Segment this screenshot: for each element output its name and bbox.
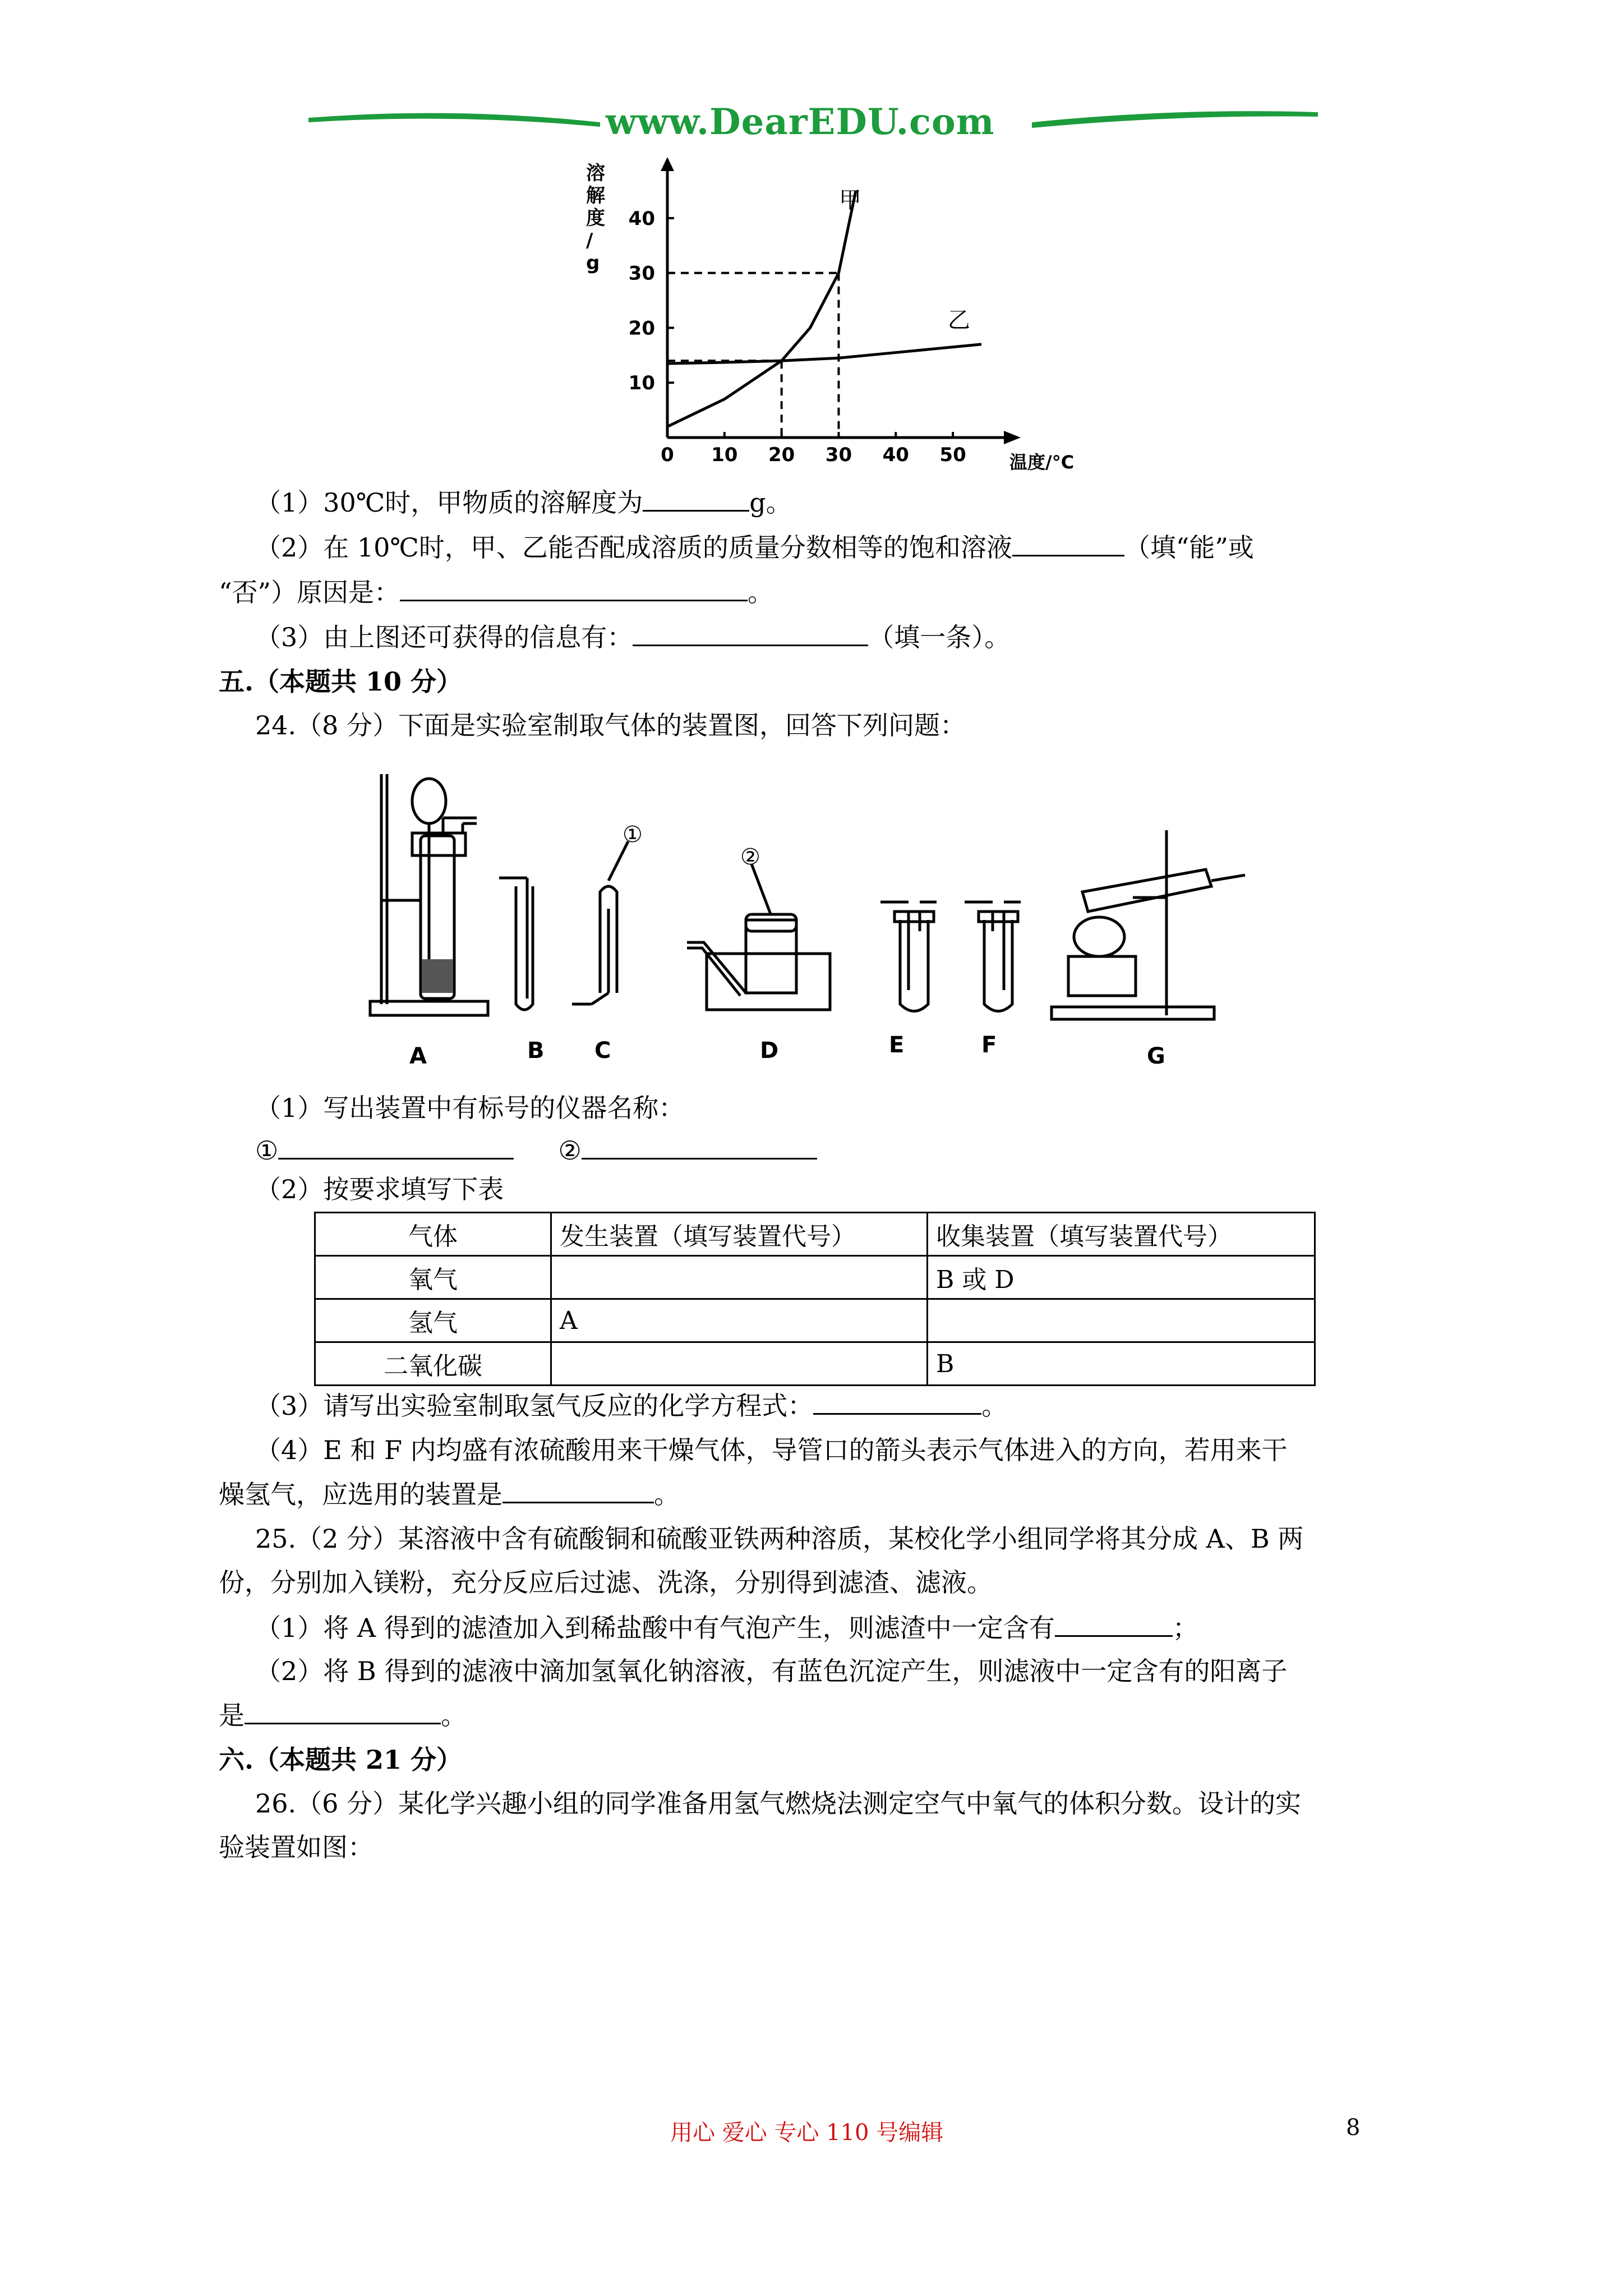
apparatus-c (572, 841, 628, 1004)
q25-line1: 25.（2 分）某溶液中含有硫酸铜和硫酸亚铁两种溶质，某校化学小组同学将其分成 A、B 两 (255, 1524, 1304, 1554)
y-axis-label: 解 (586, 185, 605, 207)
label-a: A (409, 1043, 427, 1069)
y-tick-label: 30 (628, 262, 655, 285)
y-axis-label: 溶 (586, 162, 605, 185)
marker-2-label: ② (558, 1135, 582, 1166)
x-tick-label: 10 (711, 444, 738, 466)
apparatus-g (1052, 830, 1245, 1019)
q25-part1 (255, 1611, 1198, 1645)
series-label: 甲 (839, 187, 861, 213)
site-name[interactable]: www.DearEDU.com (606, 101, 995, 143)
section-5-heading: 五.（本题共 10 分） (219, 666, 463, 697)
page-number: 8 (1346, 2115, 1361, 2141)
table-header: 气体 (315, 1213, 551, 1256)
y-axis-label: g (586, 252, 600, 274)
x-tick-label: 0 (661, 444, 674, 466)
table-row (315, 1256, 1315, 1299)
q24-part1: （1）写出装置中有标号的仪器名称： (255, 1093, 685, 1123)
x-tick-label: 40 (882, 444, 909, 466)
answer-blank[interactable] (633, 620, 868, 646)
series-label: 乙 (948, 307, 970, 333)
y-tick-label: 10 (628, 372, 655, 395)
table-cell: 氧气 (315, 1256, 551, 1299)
answer-blank[interactable] (1055, 1611, 1173, 1637)
apparatus-svg (359, 769, 1256, 1071)
apparatus-f (965, 902, 1021, 1011)
q24-part1-blanks (255, 1133, 817, 1167)
q24-intro: 24.（8 分）下面是实验室制取气体的装置图，回答下列问题： (255, 710, 966, 740)
label-f: F (981, 1032, 997, 1058)
q24-part4: （4）E 和 F 内均盛有浓硫酸用来干燥气体，导管口的箭头表示气体进入的方向，若用来干 (255, 1435, 1288, 1465)
q25-p2-end: 。 (441, 1700, 467, 1731)
y-axis-label: / (586, 229, 593, 252)
q24-p4-text: 燥氢气，应选用的装置是 (219, 1479, 502, 1510)
answer-blank[interactable] (582, 1133, 817, 1159)
table-cell: A (551, 1299, 928, 1342)
answer-blank[interactable] (502, 1477, 654, 1503)
q23-p2-hint: （填“能”或 (1124, 532, 1254, 563)
answer-blank[interactable] (1012, 530, 1124, 556)
q23-part3 (255, 620, 1010, 654)
x-axis-arrow (1004, 431, 1021, 444)
apparatus-b (499, 878, 533, 1010)
x-tick-label: 50 (939, 444, 966, 466)
y-tick-label: 40 (628, 207, 655, 230)
q25-p1-text: （1）将 A 得到的滤渣加入到稀盐酸中有气泡产生，则滤渣中一定含有 (255, 1613, 1055, 1643)
q24-p4-end: 。 (654, 1479, 680, 1510)
q24-p3-text: （3）请写出实验室制取氢气反应的化学方程式： (255, 1391, 814, 1421)
table-header: 收集装置（填写装置代号） (928, 1213, 1315, 1256)
q23-p3-text: （3）由上图还可获得的信息有： (255, 622, 633, 652)
q23-p2-text: （2）在 10℃时，甲、乙能否配成溶质的质量分数相等的饱和溶液 (255, 532, 1012, 563)
label-e: E (889, 1032, 905, 1058)
apparatus-e (880, 902, 937, 1011)
q24-part4-cont (219, 1477, 680, 1511)
q25-p1-end: ； (1172, 1613, 1198, 1643)
table-cell-input[interactable] (551, 1256, 928, 1299)
section-6-heading: 六.（本题共 21 分） (219, 1745, 463, 1775)
q23-part1 (255, 485, 792, 519)
x-axis-label: 温度/°C (1009, 452, 1075, 473)
q23-p1-text: （1）30℃时，甲物质的溶解度为 (255, 487, 643, 518)
answer-blank[interactable] (400, 575, 748, 601)
y-axis-arrow (661, 157, 674, 171)
answer-blank[interactable] (643, 485, 749, 512)
x-tick-label: 30 (825, 444, 852, 466)
apparatus-a (370, 774, 488, 1015)
q26-line2: 验装置如图： (219, 1832, 374, 1862)
label-b: B (527, 1038, 545, 1064)
answer-blank[interactable] (278, 1133, 514, 1159)
q23-p2-reason: “否”）原因是： (219, 577, 400, 608)
q23-p1-unit: g。 (749, 487, 792, 518)
label-c: C (594, 1038, 611, 1064)
solubility-chart (578, 157, 1075, 482)
table-cell: 二氧化碳 (315, 1342, 551, 1386)
table-cell-input[interactable] (551, 1342, 928, 1386)
apparatus-d (687, 864, 830, 1010)
table-cell-input[interactable] (928, 1299, 1315, 1342)
marker-1-label: ① (255, 1135, 279, 1166)
table-cell: 氢气 (315, 1299, 551, 1342)
label-g: G (1147, 1043, 1165, 1069)
q23-p3-hint: （填一条）。 (868, 622, 1011, 652)
q25-part2-cont (219, 1698, 467, 1732)
q24-part3 (255, 1388, 1007, 1423)
q23-p2-end: 。 (748, 577, 774, 608)
answer-blank[interactable] (245, 1698, 441, 1724)
apparatus-figure (359, 769, 1256, 1071)
table-row (315, 1342, 1315, 1386)
q24-part2: （2）按要求填写下表 (255, 1174, 504, 1204)
chart-svg (578, 157, 1075, 482)
q25-line2: 份，分别加入镁粉，充分反应后过滤、洗涤，分别得到滤渣、滤液。 (219, 1567, 993, 1598)
q25-p2-text: 是 (219, 1700, 245, 1731)
q24-p3-end: 。 (981, 1391, 1008, 1421)
q23-part2-cont (219, 575, 773, 609)
table-cell: B 或 D (928, 1256, 1315, 1299)
y-tick-label: 20 (628, 317, 655, 340)
q23-part2 (255, 530, 1254, 564)
table-header-row (315, 1213, 1315, 1256)
label-d: D (760, 1038, 779, 1064)
q26-line1: 26.（6 分）某化学兴趣小组的同学准备用氢气燃烧法测定空气中氧气的体积分数。设计的实 (255, 1788, 1302, 1819)
marker-2: ② (740, 844, 760, 870)
gas-table (314, 1212, 1316, 1386)
y-axis-label: 度 (586, 207, 605, 229)
table-row (315, 1299, 1315, 1342)
footer-text: 用心 爱心 专心 110 号编辑 (670, 2120, 944, 2146)
table-header: 发生装置（填写装置代号） (551, 1213, 928, 1256)
table-cell: B (928, 1342, 1315, 1386)
q25-part2: （2）将 B 得到的滤液中滴加氢氧化钠溶液，有蓝色沉淀产生，则滤液中一定含有的阳离子 (255, 1656, 1288, 1686)
answer-blank[interactable] (813, 1388, 981, 1415)
x-tick-label: 20 (768, 444, 795, 466)
series-line (667, 191, 856, 426)
marker-1: ① (623, 822, 643, 848)
